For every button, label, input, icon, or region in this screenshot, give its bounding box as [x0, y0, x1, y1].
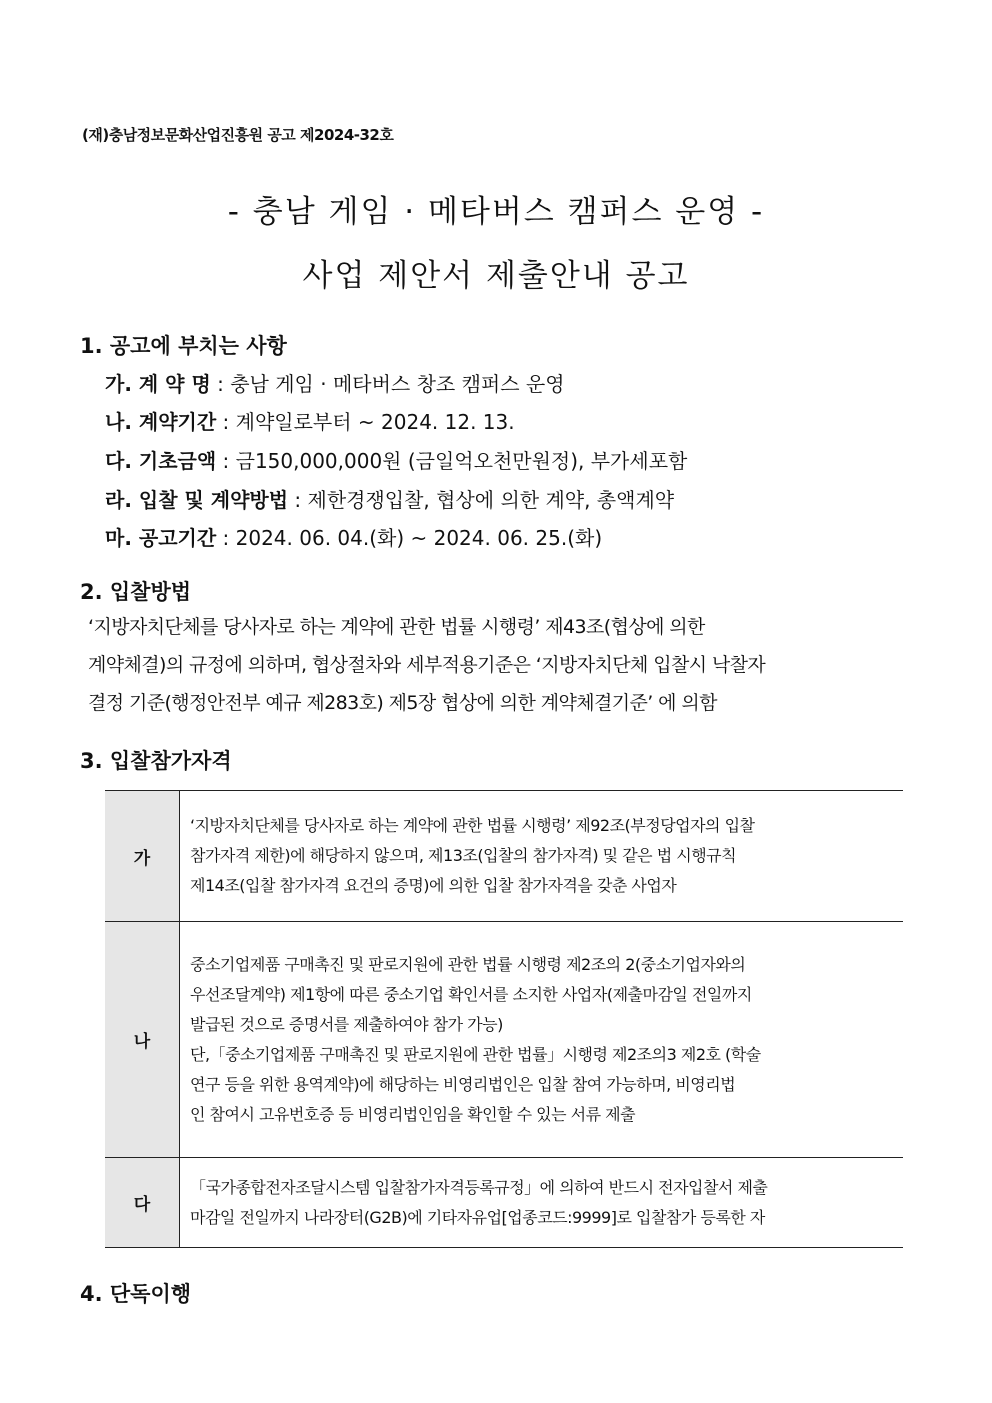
text-line: 마감일 전일까지 나라장터(G2B)에 기타자유업[업종코드:9999]로 입찰참가 등록한 자: [190, 1207, 765, 1227]
table-row: [105, 1158, 903, 1248]
row-key: 나: [105, 922, 180, 1158]
item-value: : 충남 게임 · 메타버스 창조 캠퍼스 운영: [210, 372, 565, 396]
contract-period-item: [105, 406, 515, 435]
row-text: [180, 791, 904, 922]
paragraph-line: 결정 기준(행정안전부 예규 제283호) 제5장 협상에 의한 계약체결기준’ 에 의함: [88, 692, 717, 714]
text-line: 연구 등을 위한 용역계약)에 해당하는 비영리법인은 입찰 참여 가능하며, 비영리법: [190, 1074, 736, 1094]
row-text: [180, 1158, 904, 1248]
section3-heading: 3. 입찰참가자격: [80, 749, 232, 773]
table-row: [105, 922, 903, 1158]
base-amount-item: [105, 445, 687, 474]
text-line: ‘지방자치단체를 당사자로 하는 계약에 관한 법률 시행령’ 제92조(부정당업자의 입찰: [190, 816, 755, 835]
text-line: 중소기업제품 구매촉진 및 판로지원에 관한 법률 시행령 제2조의 2(중소기업자와의: [190, 954, 746, 974]
eligibility-table: [105, 790, 903, 1248]
text-line: 단,「중소기업제품 구매촉진 및 판로지원에 관한 법률」시행령 제2조의3 제2호 (학술: [190, 1044, 761, 1064]
item-label: 다. 기초금액: [105, 449, 217, 473]
text-line: 참가자격 제한)에 해당하지 않으며, 제13조(입찰의 참가자격) 및 같은 법 시행규칙: [190, 846, 737, 865]
section1-heading: 1. 공고에 부치는 사항: [80, 334, 287, 358]
item-label: 마. 공고기간: [105, 526, 217, 550]
document-title-line1: - 충남 게임 · 메타버스 캠퍼스 운영 -: [227, 194, 765, 230]
document-title-line2: 사업 제안서 제출안내 공고: [302, 258, 690, 294]
notice-number: (재)충남정보문화산업진흥원 공고 제2024-32호: [82, 126, 394, 144]
item-label: 라. 입찰 및 계약방법: [105, 488, 289, 512]
item-value: : 금150,000,000원 (금일억오천만원정), 부가세포함: [216, 449, 688, 473]
row-key: 가: [105, 791, 180, 922]
contract-name-item: [105, 368, 565, 397]
text-line: 제14조(입찰 참가자격 요건의 증명)에 의한 입찰 참가자격을 갖춘 사업자: [190, 876, 677, 895]
text-line: 우선조달계약) 제1항에 따른 중소기업 확인서를 소지한 사업자(제출마감일 전일까지: [190, 984, 752, 1004]
item-label: 나. 계약기간: [105, 410, 217, 434]
item-label: 가. 계 약 명: [105, 372, 211, 396]
text-line: 「국가종합전자조달시스템 입찰참가자격등록규정」에 의하여 반드시 전자입찰서 제출: [190, 1177, 768, 1197]
text-line: 인 참여시 고유번호증 등 비영리법인임을 확인할 수 있는 서류 제출: [190, 1104, 636, 1124]
row-key: 다: [105, 1158, 180, 1248]
section2-heading: 2. 입찰방법: [80, 580, 192, 604]
notice-period-item: [105, 522, 602, 551]
item-value: : 제한경쟁입찰, 협상에 의한 계약, 총액계약: [288, 488, 675, 512]
bid-method-item: [105, 484, 674, 513]
section2-paragraph: [88, 612, 912, 726]
paragraph-line: 계약체결)의 규정에 의하며, 협상절차와 세부적용기준은 ‘지방자치단체 입찰시 낙찰자: [88, 654, 766, 676]
paragraph-line: ‘지방자치단체를 당사자로 하는 계약에 관한 법률 시행령’ 제43조(협상에 의한: [88, 616, 705, 638]
row-text: [180, 922, 904, 1158]
section4-heading: 4. 단독이행: [80, 1282, 192, 1306]
item-value: : 2024. 06. 04.(화) ~ 2024. 06. 25.(화): [216, 526, 603, 550]
text-line: 발급된 것으로 증명서를 제출하여야 참가 가능): [190, 1014, 503, 1034]
item-value: : 계약일로부터 ~ 2024. 12. 13.: [216, 410, 515, 434]
table-row: [105, 791, 903, 922]
